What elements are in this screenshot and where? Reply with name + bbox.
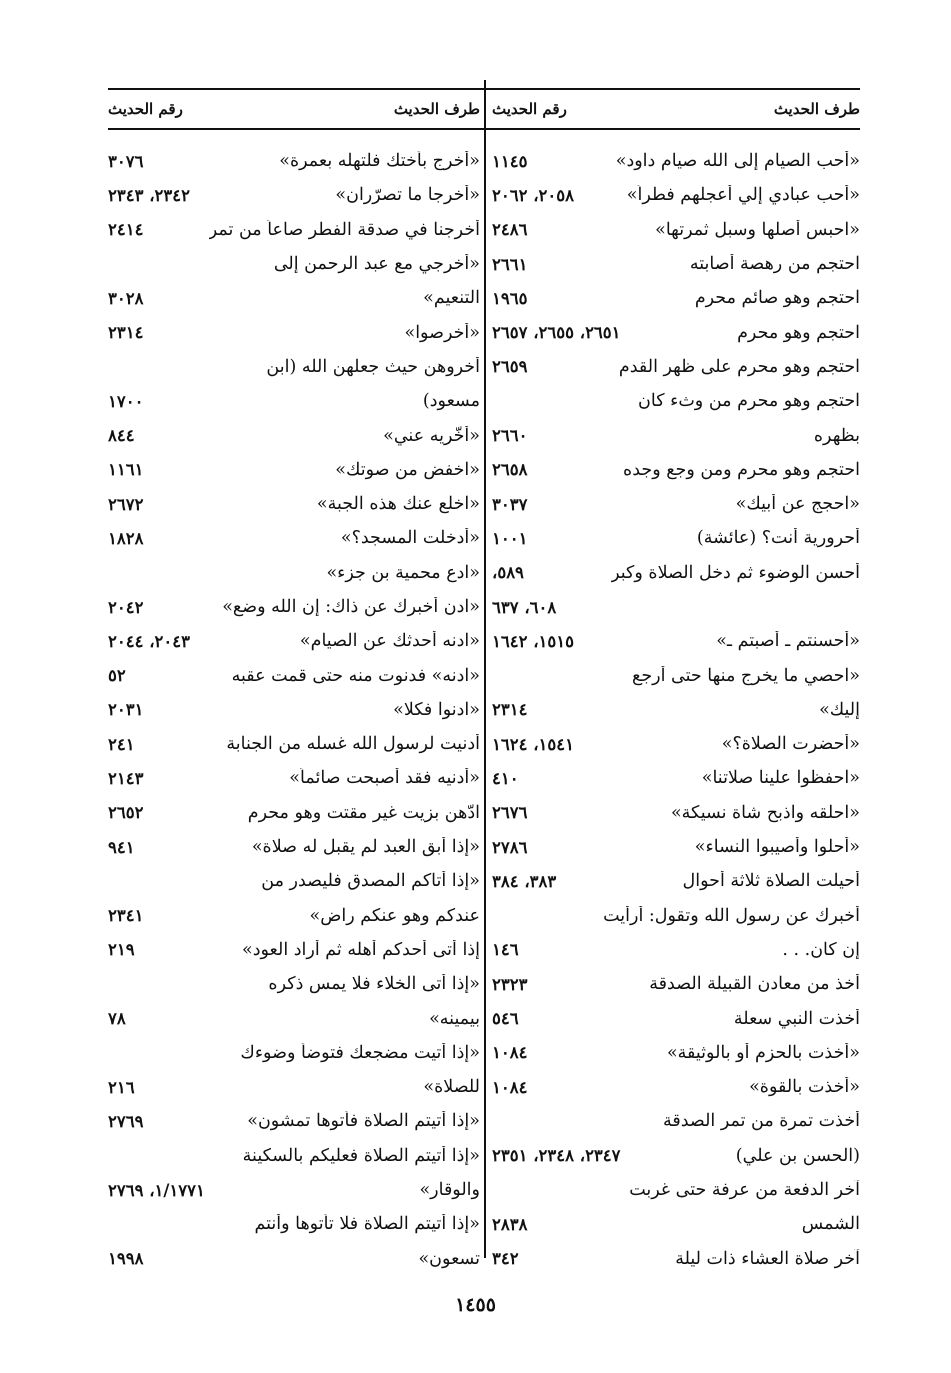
hadith-term: الشمس (801, 1214, 860, 1235)
hadith-number: ١٥٤١، ١٦٢٤ (492, 734, 574, 754)
index-entry (492, 727, 860, 761)
hadith-term: «اخلع عنك هذه الجبة» (316, 494, 480, 515)
hadith-number: ٣٠٧٦ (108, 151, 144, 171)
hadith-number: ٢٠٥٨، ٢٠٦٢ (492, 185, 574, 205)
index-entry (108, 1104, 480, 1138)
index-entry (492, 796, 860, 830)
hadith-term: آخر الدفعة من عرفة حتى غربت (629, 1180, 860, 1201)
column-header (108, 90, 480, 128)
hadith-term: «إذا أتيتم الصلاة فعليكم بالسكينة (242, 1145, 480, 1166)
index-entry (108, 933, 480, 967)
index-entry (492, 1207, 860, 1241)
hadith-term: احتجم وهو صائم محرم (694, 288, 860, 309)
index-entry (108, 144, 480, 178)
index-entry (108, 213, 480, 247)
hadith-term: «ادنوا فكلا» (393, 699, 480, 720)
hadith-term: «إذا أبق العبد لم يقبل له صلاة» (251, 837, 480, 858)
index-entry (492, 1139, 860, 1173)
hadith-number: ٣٨٣، ٣٨٤ (492, 871, 557, 891)
hadith-number: ٢٦٧٦ (492, 803, 528, 823)
index-entry (492, 556, 860, 590)
hadith-term: بظهره (813, 425, 860, 446)
index-rows (108, 144, 480, 1276)
hadith-term: احتجم وهو محرم ومن وجع وجده (623, 459, 860, 480)
hadith-number: ٧٨ (108, 1009, 126, 1029)
hadith-term: أخروهن حيث جعلهن الله (ابن (266, 356, 480, 377)
hadith-term: أحسن الوضوء ثم دخل الصلاة وكبر (611, 562, 860, 583)
index-entry (492, 761, 860, 795)
hadith-term: احتجم من رهصة أصابته (689, 254, 860, 275)
hadith-term: تسعون» (418, 1248, 480, 1269)
column-header (492, 90, 860, 128)
hadith-term: «إذا أتيت مضجعك فتوضأ وضوءك (240, 1042, 480, 1063)
hadith-term: أخذت النبي سعلة (733, 1008, 860, 1029)
index-entry (492, 487, 860, 521)
hadith-term: «أدنيه فقد أصبحت صائماً» (289, 768, 480, 789)
hadith-term: «اخفض من صوتك» (335, 459, 480, 480)
number-header: رقم الحديث (108, 100, 183, 118)
hadith-number: ١٤٦ (492, 940, 519, 960)
hadith-number: ٢٠٤٢ (108, 597, 144, 617)
index-entry (492, 418, 860, 452)
index-entry (108, 590, 480, 624)
index-entry (108, 693, 480, 727)
hadith-number: ٢٨٣٨ (492, 1214, 528, 1234)
hadith-number: ٢٠٤٣، ٢٠٤٤ (108, 631, 190, 651)
hadith-number: ٢٧٦٩ (108, 1111, 144, 1131)
hadith-number: ٢٣٤١ (108, 906, 144, 926)
hadith-term: «ادع محمية بن جزء» (326, 562, 480, 583)
hadith-number: ٨٤٤ (108, 426, 135, 446)
index-entry (108, 315, 480, 349)
index-entry (108, 967, 480, 1001)
hadith-term: والوقار» (419, 1180, 480, 1201)
hadith-number: ٢٦٥٨ (492, 460, 528, 480)
hadith-term: «أخذت بالقوة» (749, 1077, 860, 1098)
hadith-number: ٢١٤٣ (108, 768, 144, 788)
hadith-term: «إذا أتيتم الصلاة فأتوها تمشون» (247, 1111, 480, 1132)
hadith-term: للصلاة» (423, 1077, 480, 1098)
index-rows (492, 144, 860, 1276)
index-entry (492, 693, 860, 727)
index-entry (108, 1242, 480, 1276)
hadith-number: ٣٤٢ (492, 1249, 519, 1269)
hadith-number: ١٠٨٤ (492, 1043, 528, 1063)
hadith-term: «أخذت بالحزم أو بالوثيقة» (666, 1042, 860, 1063)
index-entry (492, 247, 860, 281)
index-entry (492, 1036, 860, 1070)
hadith-number: ٢٦٥١، ٢٦٥٥، ٢٦٥٧ (492, 323, 621, 343)
hadith-number: ٢٦٦٠ (492, 426, 528, 446)
index-entry (492, 315, 860, 349)
index-entry (492, 624, 860, 658)
column-divider (484, 80, 486, 1258)
index-entry (492, 658, 860, 692)
index-entry (108, 830, 480, 864)
index-entry (108, 281, 480, 315)
hadith-number: ٦٠٨، ٦٣٧ (492, 597, 557, 617)
hadith-number: ٢٦٥٢ (108, 803, 144, 823)
hadith-number: ١٨٢٨ (108, 528, 144, 548)
hadith-number: ٥٤٦ (492, 1009, 519, 1029)
hadith-number: ٥٨٩، (492, 563, 524, 583)
index-entry (492, 590, 860, 624)
index-entry (108, 453, 480, 487)
hadith-term: «أخّريه عني» (383, 425, 480, 446)
hadith-number: ٢٣٤٧، ٢٣٤٨، ٢٣٥١ (492, 1146, 621, 1166)
index-entry (492, 178, 860, 212)
hadith-number: ١٩٦٥ (492, 288, 528, 308)
index-entry (108, 864, 480, 898)
hadith-term: أحيلت الصلاة ثلاثة أحوال (682, 871, 860, 892)
index-entry (108, 796, 480, 830)
hadith-number: ٢٣٤٢، ٢٣٤٣ (108, 185, 190, 205)
index-entry (492, 521, 860, 555)
hadith-term: «احبس أصلها وسبل ثمرتها» (655, 219, 860, 240)
index-entry (108, 1139, 480, 1173)
hadith-term: «ادن أخبرك عن ذاك: إن الله وضع» (222, 597, 480, 617)
hadith-number: ٩٤١ (108, 837, 135, 857)
hadith-number: ٢٤١٤ (108, 220, 144, 240)
hadith-number: ٢٦٧٢ (108, 494, 144, 514)
index-entry (108, 178, 480, 212)
hadith-term: أخذ من معادن القبيلة الصدقة (649, 974, 860, 995)
index-entry (492, 1104, 860, 1138)
hadith-number: ١١٤٥ (492, 151, 528, 171)
hadith-term: أدنيت لرسول الله غسله من الجنابة (226, 734, 480, 755)
hadith-term: «أدخلت المسجد؟» (340, 528, 480, 549)
hadith-term: «أحب الصيام إلى الله صيام داود» (615, 151, 860, 172)
hadith-term: احتجم وهو محرم على ظهر القدم (618, 356, 860, 377)
hadith-number: ٢٦٦١ (492, 254, 528, 274)
index-entry (108, 384, 480, 418)
index-entry (492, 213, 860, 247)
index-entry (492, 864, 860, 898)
hadith-number: ٢٣٢٣ (492, 974, 528, 994)
hadith-number: ١٠٨٤ (492, 1077, 528, 1097)
index-entry (492, 144, 860, 178)
index-entry (492, 453, 860, 487)
hadith-term: «إذا أتيتم الصلاة فلا تأتوها وأنتم (254, 1214, 480, 1235)
index-column-right (492, 90, 860, 1276)
index-entry (108, 624, 480, 658)
hadith-term: «إذا أتى الخلاء فلا يمس ذكره (268, 974, 480, 995)
hadith-term: «ادنه» فدنوت منه حتى قمت عقبه (231, 665, 480, 686)
index-entry (492, 933, 860, 967)
index-entry (108, 899, 480, 933)
hadith-term: «أخرجي مع عبد الرحمن إلى (273, 254, 480, 275)
index-entry (492, 384, 860, 418)
hadith-term: أخبرك عن رسول الله وتقول: أرأيت (603, 905, 860, 926)
hadith-term: «أخرجا ما تصرّران» (335, 185, 480, 206)
index-entry (108, 521, 480, 555)
term-header: طرف الحديث (773, 100, 860, 118)
hadith-number: ٢٣١٤ (108, 323, 144, 343)
hadith-term: إليك» (819, 699, 860, 720)
index-entry (492, 830, 860, 864)
hadith-number: ٢٧٨٦ (492, 837, 528, 857)
index-entry (108, 350, 480, 384)
term-header: طرف الحديث (393, 100, 480, 118)
hadith-number: ٤١٠ (492, 768, 519, 788)
hadith-number: ١٩٩٨ (108, 1249, 144, 1269)
hadith-term: التنعيم» (423, 288, 480, 309)
hadith-term: أخرجنا في صدقة الفطر صاعاً من تمر (208, 219, 480, 240)
index-entry (108, 487, 480, 521)
hadith-term: مسعود) (422, 391, 480, 412)
hadith-number: ٣٠٢٨ (108, 288, 144, 308)
index-entry (108, 761, 480, 795)
index-entry (492, 1173, 860, 1207)
index-entry (108, 1036, 480, 1070)
index-entry (492, 1070, 860, 1104)
index-entry (492, 281, 860, 315)
index-entry (492, 899, 860, 933)
hadith-term: (الحسن بن علي) (735, 1145, 860, 1166)
hadith-term: عندكم وهو عنكم راض» (309, 905, 480, 926)
hadith-term: «أخرج بأختك فلتهله بعمرة» (279, 151, 480, 172)
hadith-number: ٢٤١ (108, 734, 135, 754)
index-entry (108, 727, 480, 761)
hadith-term: «إذا أتاكم المصدق فليصدر من (261, 871, 480, 892)
index-entry (108, 1070, 480, 1104)
hadith-number: ١١٦١ (108, 460, 144, 480)
hadith-number: ١٧٠٠ (108, 391, 144, 411)
hadith-term: إن كان. . . (782, 939, 860, 960)
hadith-number: ٢٦٥٩ (492, 357, 528, 377)
number-header: رقم الحديث (492, 100, 567, 118)
hadith-term: «أحلوا وأصيبوا النساء» (694, 837, 860, 858)
index-entry (108, 1001, 480, 1035)
hadith-term: آخر صلاة العشاء ذات ليلة (675, 1248, 860, 1269)
hadith-term: «أحضرت الصلاة؟» (721, 734, 860, 755)
hadith-term: أحرورية أنت؟ (عائشة) (696, 528, 860, 549)
hadith-number: ٣٠٣٧ (492, 494, 528, 514)
index-column-left (108, 90, 480, 1276)
hadith-term: «احفظوا علينا صلاتنا» (701, 768, 860, 789)
hadith-term: احتجم وهو محرم من وثء كان (638, 391, 860, 412)
hadith-term: «احصي ما يخرج منها حتى أرجع (632, 665, 860, 686)
hadith-number: ١٠٠١ (492, 528, 528, 548)
hadith-number: ٢١٩ (108, 940, 135, 960)
index-entry (108, 1173, 480, 1207)
index-entry (108, 658, 480, 692)
index-entry (492, 967, 860, 1001)
index-entry (492, 350, 860, 384)
hadith-term: «أخرصوا» (404, 322, 480, 343)
hadith-number: ٢٣١٤ (492, 700, 528, 720)
hadith-term: «ادنه أحدثك عن الصيام» (299, 631, 480, 652)
hadith-number: ٢٠٣١ (108, 700, 144, 720)
hadith-term: «احجج عن أبيك» (735, 494, 860, 515)
hadith-number: ٢٤٨٦ (492, 220, 528, 240)
hadith-term: بيمينه» (429, 1008, 480, 1029)
hadith-term: أخذت تمرة من تمر الصدقة (662, 1111, 860, 1132)
index-entry (492, 1001, 860, 1035)
hadith-term: احتجم وهو محرم (737, 322, 860, 343)
hadith-term: «أحب عبادي إلي أعجلهم فطراً» (626, 185, 860, 206)
hadith-term: ادّهن بزيت غير مقتت وهو محرم (247, 802, 480, 823)
hadith-term: «احلقه واذبح شاة نسيكة» (670, 802, 860, 823)
index-entry (108, 418, 480, 452)
hadith-number: ٥٢ (108, 666, 126, 686)
index-entry (108, 247, 480, 281)
index-entry (108, 556, 480, 590)
hadith-number: ١٥١٥، ١٦٤٢ (492, 631, 574, 651)
page-number: ١٤٥٥ (455, 1294, 496, 1316)
hadith-number: ١/١٧٧١، ٢٧٦٩ (108, 1180, 205, 1200)
index-entry (492, 1242, 860, 1276)
index-entry (108, 1207, 480, 1241)
hadith-number: ٢١٦ (108, 1077, 135, 1097)
hadith-term: «أحسنتم ـ أصبتم ـ» (716, 631, 860, 652)
hadith-term: إذا أتى أحدكم أهله ثم أراد العود» (242, 939, 480, 960)
